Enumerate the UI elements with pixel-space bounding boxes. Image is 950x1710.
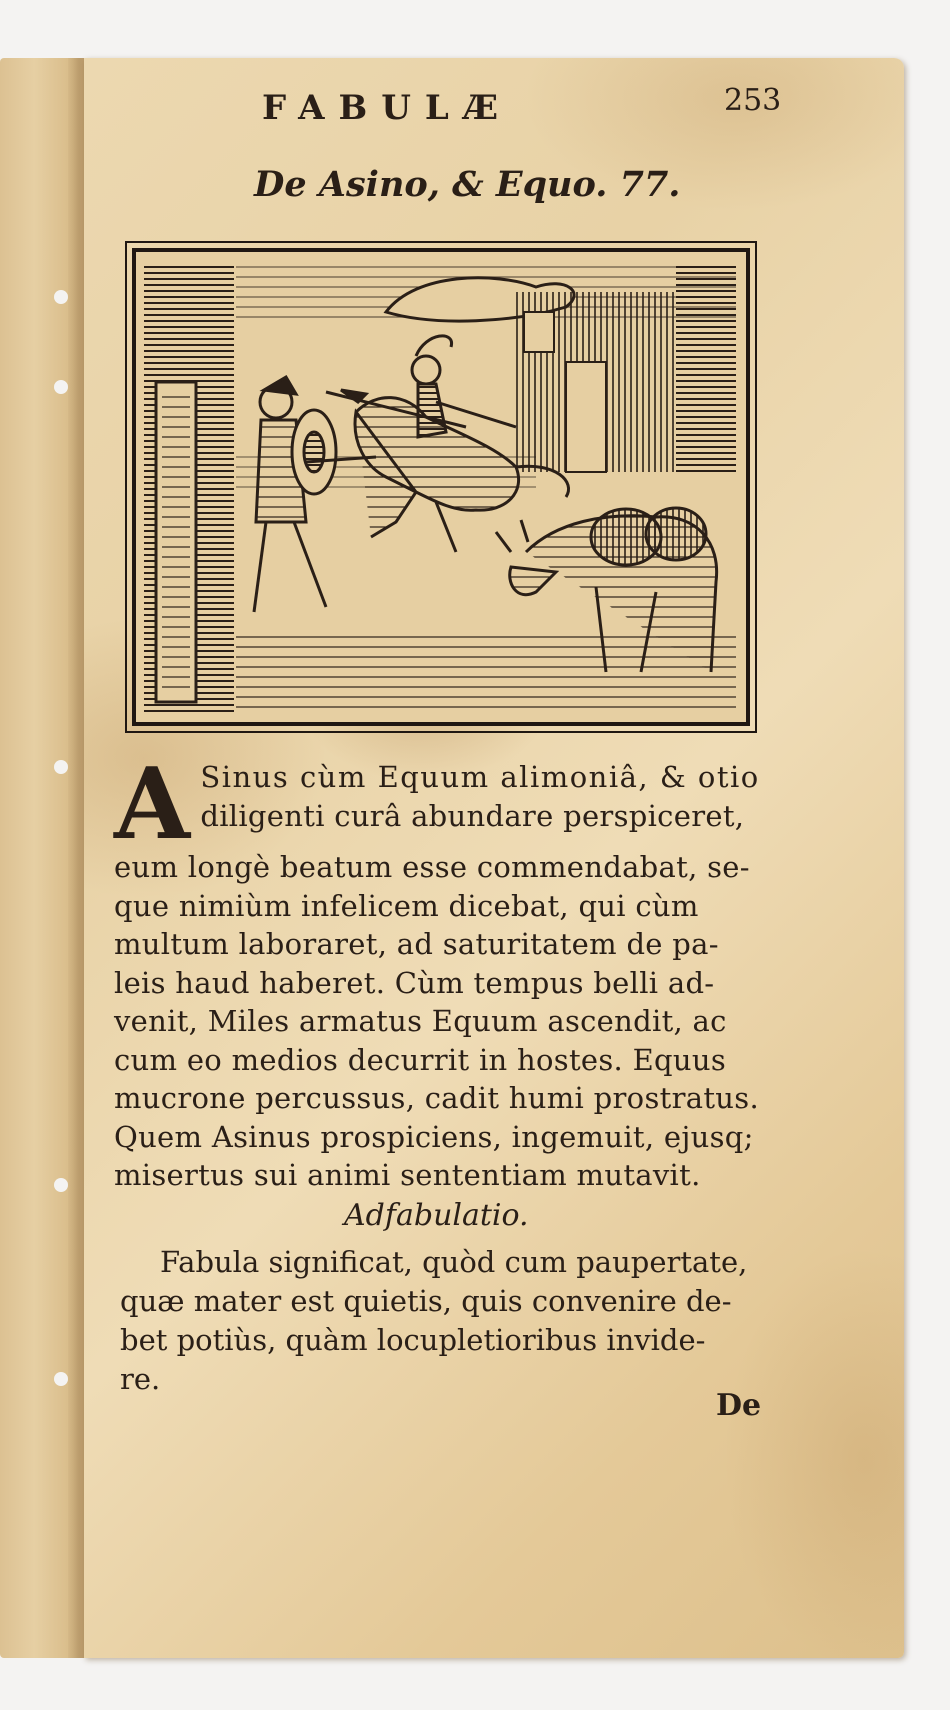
binding-hole — [54, 290, 68, 304]
moral-title: Adfabulatio. — [344, 1198, 529, 1233]
body-line: misertus sui animi sententiam mutavit. — [114, 1158, 701, 1192]
binding-hole — [54, 1178, 68, 1192]
body-line: diligenti curâ abundare perspiceret, — [200, 798, 745, 833]
moral-line: bet potiùs, quàm locupletioribus invide- — [120, 1323, 706, 1357]
catchword: De — [716, 1388, 762, 1423]
moral-line: quæ mater est quietis, quis convenire de- — [120, 1284, 732, 1318]
binding-hole — [54, 380, 68, 394]
page-number: 253 — [724, 83, 782, 118]
body-line: Sinus cùm Equum alimoniâ, & otio — [200, 760, 760, 794]
body-line: que nimiùm infelicem dicebat, qui cùm — [114, 888, 699, 923]
body-line: cum eo medios decurrit in hostes. Equus — [114, 1042, 727, 1077]
body-line: venit, Miles armatus Equum ascendit, ac — [114, 1004, 727, 1038]
moral-line: Fabula significat, quòd cum paupertate, — [160, 1245, 748, 1279]
book-page — [84, 58, 904, 1658]
running-title: FABULÆ — [262, 88, 512, 128]
fable-body-text — [114, 747, 824, 1195]
binding-hole — [54, 1372, 68, 1386]
body-line: leis haud haberet. Cùm tempus belli ad- — [114, 965, 715, 1000]
body-line: multum laboraret, ad saturitatem de pa- — [114, 927, 719, 961]
binding-hole — [54, 760, 68, 774]
moral-text — [120, 1243, 820, 1399]
drop-cap: A — [114, 747, 191, 862]
body-line: Quem Asinus prospiciens, ingemuit, ejusq; — [114, 1119, 754, 1154]
woodcut-illustration — [132, 248, 750, 726]
body-line: mucrone percussus, cadit humi prostratus. — [114, 1081, 759, 1115]
fable-title: De Asino, & Equo. 77. — [254, 164, 681, 205]
body-line: eum longè beatum esse commendabat, se- — [114, 850, 750, 884]
moral-line: re. — [120, 1362, 161, 1396]
